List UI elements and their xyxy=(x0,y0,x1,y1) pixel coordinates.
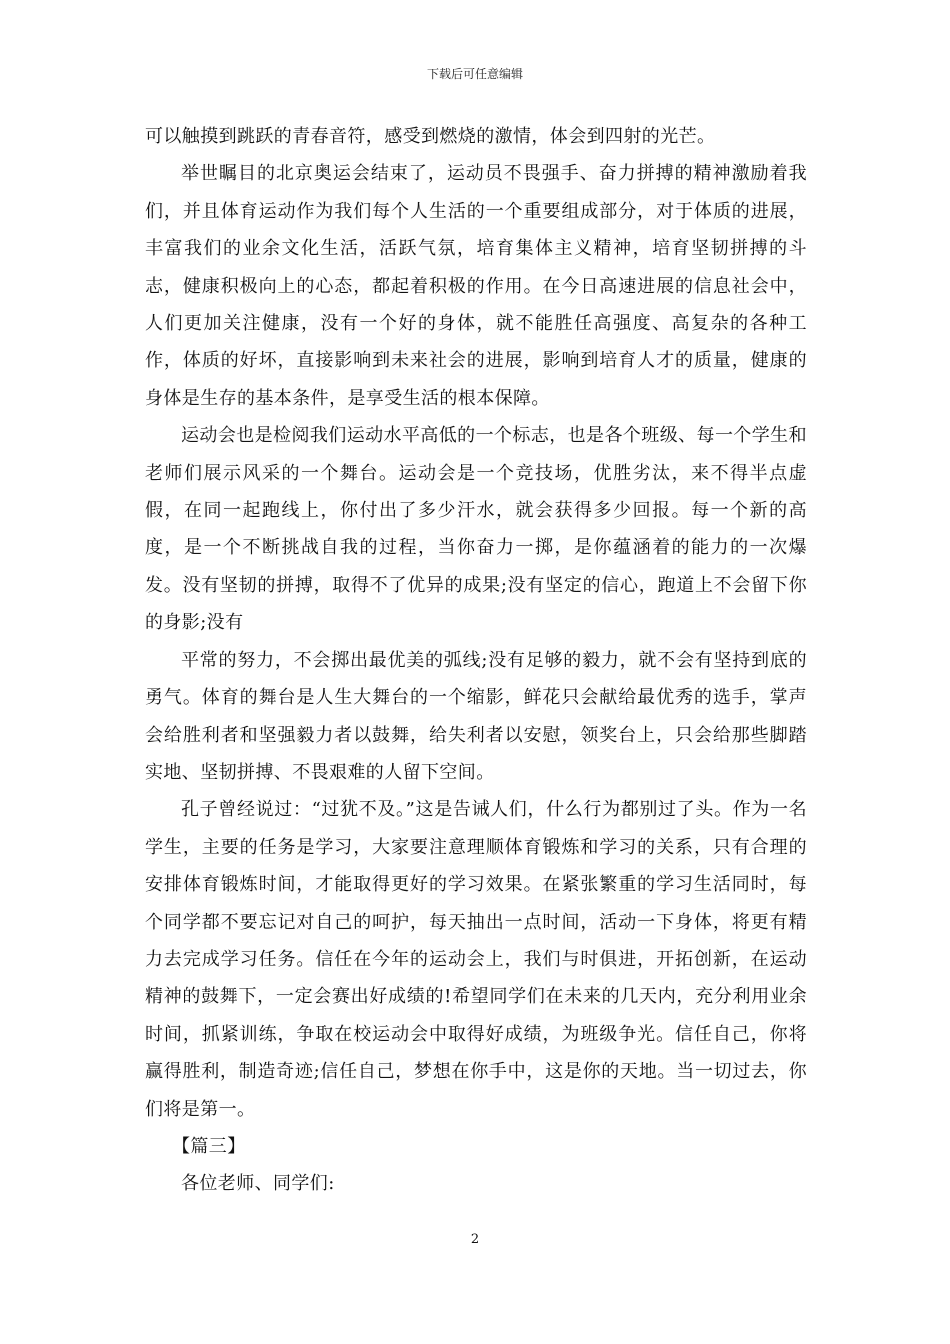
paragraph-1: 可以触摸到跳跃的青春音符，感受到燃烧的激情，体会到四射的光芒。 xyxy=(145,126,716,147)
salutation: 各位老师、同学们: xyxy=(181,1173,335,1195)
page-number: 2 xyxy=(470,1232,480,1247)
page-header: 下载后可任意编辑 xyxy=(426,67,523,81)
document-body xyxy=(145,118,807,1203)
paragraph-3: 运动会也是检阅我们运动水平高低的一个标志，也是各个班级、每一个学生和老师们展示风采的一个舞台。运动会是一个竞技场，优胜劣汰，来不得半点虚假，在同一起跑线上，你付出了多少汗水，就会获得多少回报。每一个新的高度，是一个不断挑战自我的过程，当你奋力一掷，是你蕴涵着的能力的一次爆发。没有坚韧的拼搏，取得不了优异的成果;没有坚定的信心，跑道上不会留下你的身影;没有 xyxy=(145,425,807,634)
paragraph-5: 孔子曾经说过：“过犹不及。”这是告诫人们，什么行为都别过了头。作为一名学生，主要的任务是学习，大家要注意理顺体育锻炼和学习的关系，只有合理的安排体育锻炼时间，才能取得更好的学习效果。在紧张繁重的学习生活同时，每个同学都不要忘记对自己的呵护，每天抽出一点时间，活动一下身体，将更有精力去完成学习任务。信任在今年的运动会上，我们与时俱进，开拓创新，在运动精神的鼓舞下，一定会赛出好成绩的!希望同学们在未来的几天内，充分利用业余时间，抓紧训练，争取在校运动会中取得好成绩，为班级争光。信任自己，你将赢得胜利，制造奇迹;信任自己，梦想在你手中，这是你的天地。当一切过去，你们将是第一。 xyxy=(145,799,807,1120)
paragraph-4: 平常的努力，不会掷出最优美的弧线;没有足够的毅力，就不会有坚持到底的勇气。体育的舞台是人生大舞台的一个缩影，鲜花只会献给最优秀的选手，掌声会给胜利者和坚强毅力者以鼓舞，给失利者以安慰，领奖台上，只会给那些脚踏实地、坚韧拼搏、不畏艰难的人留下空间。 xyxy=(145,649,807,783)
section-heading: 【篇三】 xyxy=(172,1135,246,1157)
paragraph-2: 举世瞩目的北京奥运会结束了，运动员不畏强手、奋力拼搏的精神激励着我们，并且体育运动作为我们每个人生活的一个重要组成部分，对于体质的进展，丰富我们的业余文化生活，活跃气氛，培育集体主义精神，培育坚韧拼搏的斗志，健康积极向上的心态，都起着积极的作用。在今日高速进展的信息社会中，人们更加关注健康，没有一个好的身体，就不能胜任高强度、高复杂的各种工作，体质的好坏，直接影响到未来社会的进展，影响到培育人才的质量，健康的身体是生存的基本条件，是享受生活的根本保障。 xyxy=(145,163,807,409)
